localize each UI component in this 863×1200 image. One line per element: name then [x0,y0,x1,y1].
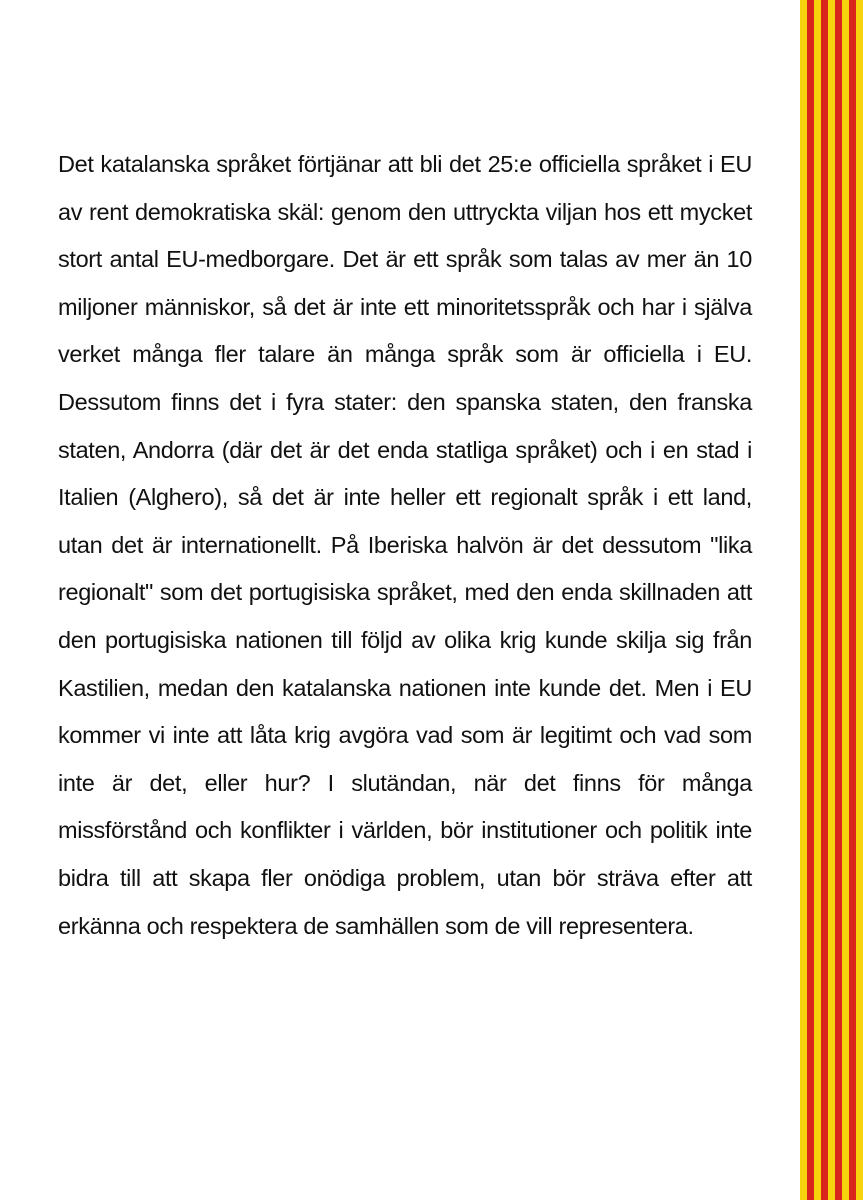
body-paragraph: Det katalanska språket förtjänar att bli det 25:e officiella språket i EU av rent demokratiska skäl: genom den uttryckta viljan hos ett mycket stort antal EU-medborgare. Det är ett språk som talas av mer än 10 miljoner människor, så det är inte ett minoritetsspråk och har i själva verket många fler talare än många språk som är officiella i EU. Dessutom finns det i fyra stater: den spanska staten, den franska staten, Andorra (där det är det enda statliga språket) och i en stad i Italien (Alghero), så det är inte heller ett regionalt språk i ett land, utan det är internationellt. På Iberiska halvön är det dessutom "lika regionalt" som det portugisiska språket, med den enda skillnaden att den portugisiska nationen till följd av olika krig kunde skilja sig från Kastilien, medan den katalanska nationen inte kunde det. Men i EU kommer vi inte att låta krig avgöra vad som är legitimt och vad som inte är det, eller hur? I slutändan, när det finns för många missförstånd och konflikter i världen, bör institutioner och politik inte bidra till att skapa fler onödiga problem, utan bör sträva efter att erkänna och respektera de samhällen som de vill representera. [58,151,752,939]
catalan-flag-stripes-icon [800,0,863,1200]
